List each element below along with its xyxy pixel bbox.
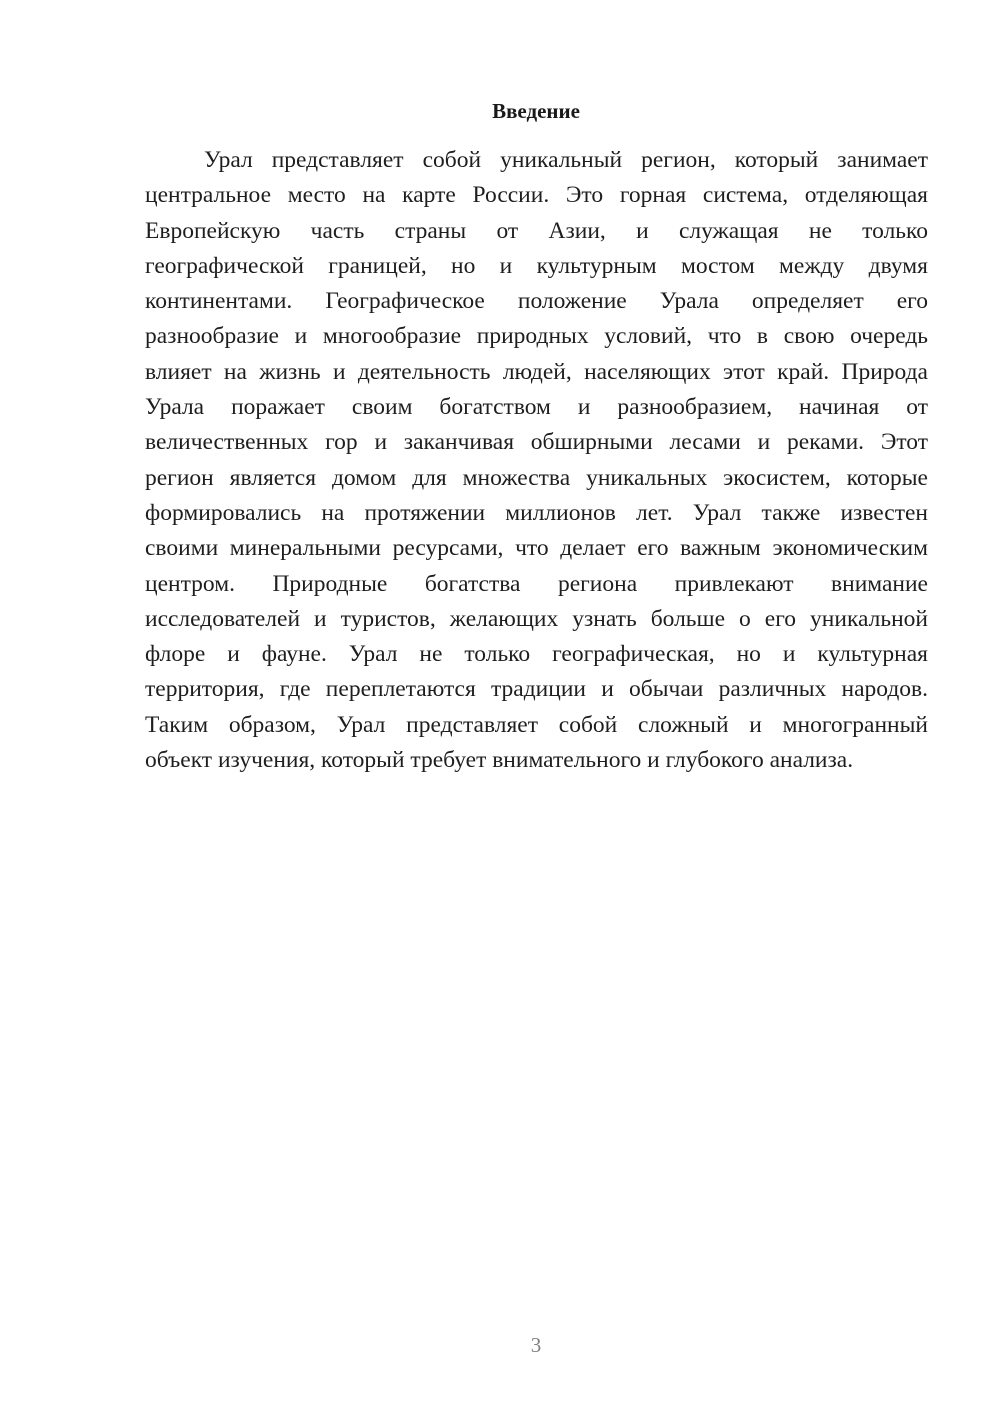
paragraph-line: формировались на протяжении миллионов лет. Урал также известен <box>145 499 928 526</box>
paragraph-line: континентами. Географическое положение Урала определяет его <box>145 288 928 315</box>
paragraph-line: центральное место на карте России. Это горная система, отделяющая <box>145 182 928 209</box>
page-number: 3 <box>530 1333 542 1357</box>
paragraph-line: Урала поражает своим богатством и разнообразием, начиная от <box>145 394 928 421</box>
intro-paragraph <box>145 143 928 778</box>
paragraph-line: географической границей, но и культурным мостом между двумя <box>145 252 928 279</box>
paragraph-line: территория, где переплетаются традиции и обычаи различных народов. <box>145 676 928 703</box>
paragraph-line: объект изучения, который требует внимательного и глубокого анализа. <box>145 747 854 774</box>
paragraph-line: центром. Природные богатства региона привлекают внимание <box>145 570 928 597</box>
paragraph-line: влияет на жизнь и деятельность людей, населяющих этот край. Природа <box>145 358 928 385</box>
paragraph-line: величественных гор и заканчивая обширными лесами и реками. Этот <box>145 429 928 456</box>
paragraph-line: исследователей и туристов, желающих узнать больше о его уникальной <box>145 605 928 632</box>
paragraph-line: флоре и фауне. Урал не только географическая, но и культурная <box>145 641 928 668</box>
paragraph-line: регион является домом для множества уникальных экосистем, которые <box>145 464 928 491</box>
paragraph-line: разнообразие и многообразие природных условий, что в свою очередь <box>145 323 928 350</box>
paragraph-line: Урал представляет собой уникальный регион, который занимает <box>204 147 928 173</box>
paragraph-line: Европейскую часть страны от Азии, и служащая не только <box>145 217 928 244</box>
paragraph-line: Таким образом, Урал представляет собой сложный и многогранный <box>145 711 928 738</box>
paragraph-line: своими минеральными ресурсами, что делает его важным экономическим <box>145 535 928 562</box>
section-heading: Введение <box>492 99 580 123</box>
